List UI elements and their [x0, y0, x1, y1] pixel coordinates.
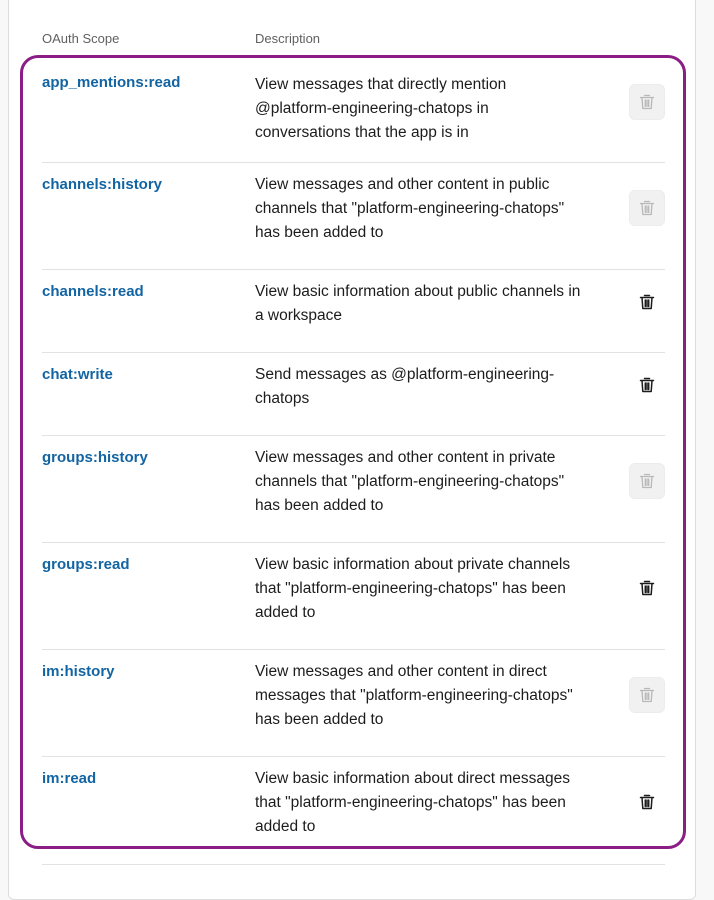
scope-description: Send messages as @platform-engineering-chatops	[255, 366, 555, 407]
scope-name[interactable]: im:read	[42, 770, 97, 787]
scope-description: View messages that directly mention @platform-engineering-chatops in conversations that the app is in	[255, 76, 507, 141]
delete-scope-button[interactable]	[629, 784, 665, 820]
trash-icon	[638, 686, 656, 704]
scope-name[interactable]: channels:read	[42, 283, 144, 300]
table-row	[42, 353, 665, 436]
delete-scope-button[interactable]	[629, 84, 665, 120]
table-row	[42, 543, 665, 650]
delete-scope-button[interactable]	[629, 190, 665, 226]
scope-description: View messages and other content in private channels that "platform-engineering-chatops" has been added to	[255, 449, 565, 514]
delete-scope-button[interactable]	[629, 367, 665, 403]
table-row	[42, 436, 665, 543]
trash-icon	[638, 293, 656, 311]
scope-description: View basic information about direct messages that "platform-engineering-chatops" has been added to	[255, 770, 571, 835]
scope-name[interactable]: chat:write	[42, 366, 113, 383]
scope-name[interactable]: app_mentions:read	[42, 74, 181, 91]
table-row	[42, 650, 665, 757]
scope-name[interactable]: groups:read	[42, 556, 130, 573]
delete-scope-button[interactable]	[629, 677, 665, 713]
column-header-oauth-scope: OAuth Scope	[42, 31, 120, 46]
scope-description: View messages and other content in public channels that "platform-engineering-chatops" has been added to	[255, 176, 565, 241]
trash-icon	[638, 199, 656, 217]
scope-name[interactable]: channels:history	[42, 176, 163, 193]
delete-scope-button[interactable]	[629, 463, 665, 499]
scope-description: View messages and other content in direct messages that "platform-engineering-chatops" has been added to	[255, 663, 573, 728]
table-row	[42, 270, 665, 353]
scope-description: View basic information about private channels that "platform-engineering-chatops" has been added to	[255, 556, 571, 621]
trash-icon	[638, 93, 656, 111]
column-header-description: Description	[255, 31, 321, 46]
trash-icon	[638, 472, 656, 490]
row-divider	[42, 864, 665, 865]
trash-icon	[638, 579, 656, 597]
trash-icon	[638, 793, 656, 811]
scope-name[interactable]: groups:history	[42, 449, 148, 466]
delete-scope-button[interactable]	[629, 570, 665, 606]
trash-icon	[638, 376, 656, 394]
scope-description: View basic information about public channels in a workspace	[255, 283, 581, 324]
table-row	[42, 163, 665, 270]
table-row	[42, 62, 665, 163]
table-row	[42, 757, 665, 845]
delete-scope-button[interactable]	[629, 284, 665, 320]
scope-name[interactable]: im:history	[42, 663, 115, 680]
